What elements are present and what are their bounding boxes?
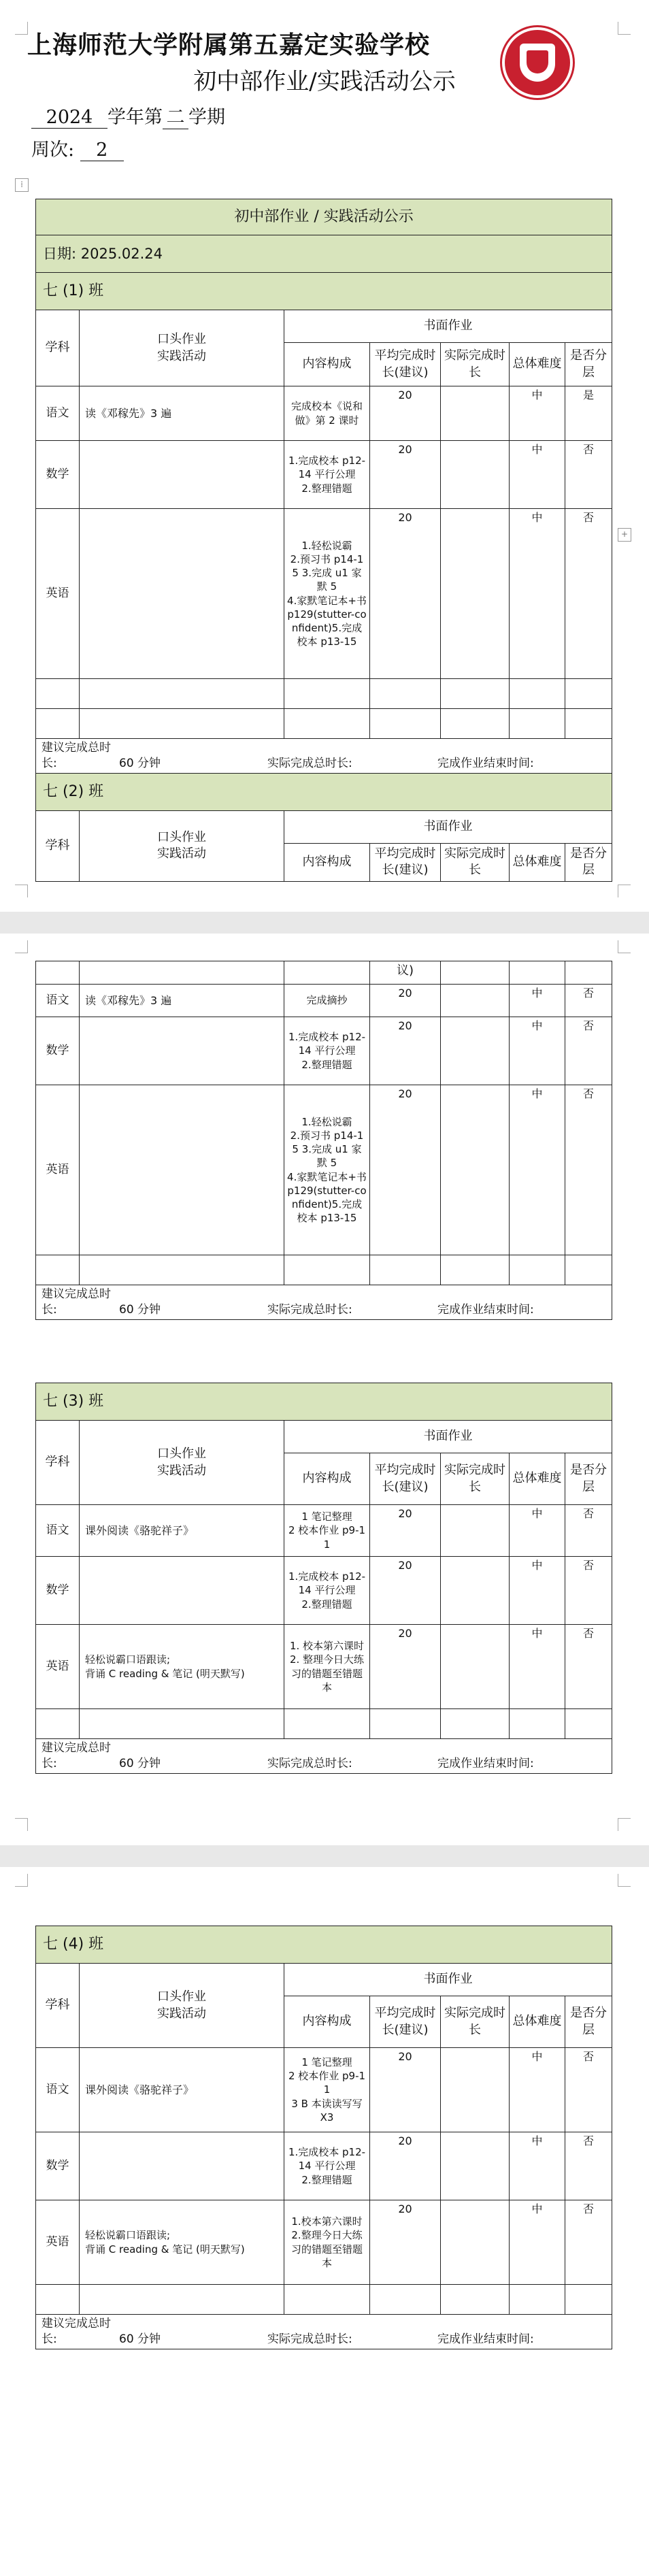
- page-corner-mark: [618, 940, 631, 953]
- header-written: 书面作业: [284, 310, 612, 343]
- document-title: 初中部作业/实践活动公示: [193, 68, 456, 95]
- avg-time-cell: 20: [370, 2048, 441, 2132]
- header-subject: 学科: [36, 310, 80, 386]
- layered-cell: 否: [565, 2048, 612, 2132]
- header-oral: 口头作业 实践活动: [80, 1964, 284, 2048]
- layered-cell: 否: [565, 1085, 612, 1255]
- difficulty-cell: 中: [510, 509, 565, 679]
- summary-suggested-label: 建议完成总时长:: [41, 1287, 111, 1317]
- layered-cell: 否: [565, 1505, 612, 1557]
- term-suffix: 学期: [188, 107, 225, 128]
- avg-time-cell: 20: [370, 985, 441, 1017]
- difficulty-cell: 中: [510, 1017, 565, 1085]
- header-written: 书面作业: [284, 1421, 612, 1453]
- header-actual-time: 实际完成时长: [441, 1996, 510, 2048]
- avg-time-cell: 20: [370, 1085, 441, 1255]
- table-row: [36, 441, 612, 509]
- summary-total-value: 60 分钟: [119, 1756, 161, 1770]
- header-avg-time: 平均完成时长(建议): [370, 1453, 441, 1505]
- oral-cell: [80, 509, 284, 679]
- document-page-3: [0, 1867, 649, 2576]
- difficulty-cell: 中: [510, 1085, 565, 1255]
- actual-time-cell: [441, 2200, 510, 2285]
- table-row: [36, 1017, 612, 1085]
- table-row: [36, 2132, 612, 2200]
- difficulty-cell: 中: [510, 2200, 565, 2285]
- oral-cell: 轻松说霸口语跟读; 背诵 C reading & 笔记 (明天默写): [80, 1625, 284, 1709]
- header-difficulty: 总体难度: [510, 843, 565, 881]
- difficulty-cell: 中: [510, 1625, 565, 1709]
- header-difficulty: 总体难度: [510, 343, 565, 386]
- difficulty-cell: 中: [510, 985, 565, 1017]
- table-title: 初中部作业 / 实践活动公示: [36, 199, 612, 235]
- header-layered: 是否分层: [565, 1453, 612, 1505]
- header-written: 书面作业: [284, 1964, 612, 1996]
- avg-time-cell: 20: [370, 2132, 441, 2200]
- homework-table-class-3: [35, 1383, 612, 1774]
- term-value: 二: [163, 102, 188, 129]
- avg-time-cell: 20: [370, 1625, 441, 1709]
- header-avg-time: 平均完成时长(建议): [370, 843, 441, 881]
- summary-end-label: 完成作业结束时间:: [437, 1302, 534, 1317]
- subject-cell: 英语: [36, 2200, 80, 2285]
- summary-total-value: 60 分钟: [119, 1302, 161, 1317]
- actual-time-cell: [441, 386, 510, 441]
- header-layered: 是否分层: [565, 843, 612, 881]
- content-cell: 1.轻松说霸 2.预习书 p14-15 3.完成 u1 家默 5 4.家默笔记本+书 p129(stutter-confident)5.完成校本 p13-15: [284, 509, 370, 679]
- homework-table-class-4: [35, 1926, 612, 2349]
- summary-total-value: 60 分钟: [119, 756, 161, 770]
- summary-row: [36, 2315, 612, 2349]
- layered-cell: 否: [565, 985, 612, 1017]
- difficulty-cell: 中: [510, 386, 565, 441]
- content-cell: 完成校本《说和做》第 2 课时: [284, 386, 370, 441]
- subject-cell: 数学: [36, 1017, 80, 1085]
- subject-cell: 英语: [36, 1085, 80, 1255]
- subject-cell: 数学: [36, 441, 80, 509]
- content-cell: 1.完成校本 p12-14 平行公理 2.整理错题: [284, 1017, 370, 1085]
- class-heading: 七 (2) 班: [36, 773, 612, 810]
- avg-time-cell: 20: [370, 2200, 441, 2285]
- actual-time-cell: [441, 1017, 510, 1085]
- table-row: [36, 985, 612, 1017]
- difficulty-cell: 中: [510, 2132, 565, 2200]
- actual-time-cell: [441, 1505, 510, 1557]
- header-content: 内容构成: [284, 1453, 370, 1505]
- content-cell: 1.完成校本 p12-14 平行公理 2.整理错题: [284, 441, 370, 509]
- header-difficulty: 总体难度: [510, 1453, 565, 1505]
- summary-row: [36, 1285, 612, 1320]
- content-cell: 1. 校本第六课时 2. 整理今日大练习的错题至错题本: [284, 1625, 370, 1709]
- layered-cell: 是: [565, 386, 612, 441]
- oral-cell: 轻松说霸口语跟读; 背诵 C reading & 笔记 (明天默写): [80, 2200, 284, 2285]
- week-value: 2: [80, 139, 124, 161]
- header-content: 内容构成: [284, 343, 370, 386]
- page-corner-mark: [15, 1818, 28, 1831]
- subject-cell: 语文: [36, 386, 80, 441]
- layered-cell: 否: [565, 441, 612, 509]
- header-layered: 是否分层: [565, 343, 612, 386]
- header-avg-time: 平均完成时长(建议): [370, 343, 441, 386]
- actual-time-cell: [441, 509, 510, 679]
- table-row: [36, 1505, 612, 1557]
- oral-cell: 读《邓稼先》3 遍: [80, 386, 284, 441]
- summary-suggested-label: 建议完成总时长:: [41, 741, 111, 770]
- subject-cell: 语文: [36, 985, 80, 1017]
- content-cell: 1.完成校本 p12-14 平行公理 2.整理错题: [284, 2132, 370, 2200]
- summary-actual-label: 实际完成总时长:: [267, 2332, 352, 2346]
- table-row: [36, 1625, 612, 1709]
- page-corner-mark: [618, 22, 631, 35]
- actual-time-cell: [441, 441, 510, 509]
- header-oral: 口头作业 实践活动: [80, 1421, 284, 1505]
- summary-suggested-label: 建议完成总时长:: [41, 2317, 111, 2346]
- subject-cell: 语文: [36, 2048, 80, 2132]
- difficulty-cell: 中: [510, 2048, 565, 2132]
- header-subject: 学科: [36, 1421, 80, 1505]
- content-cell: 1.轻松说霸 2.预习书 p14-15 3.完成 u1 家默 5 4.家默笔记本+书 p129(stutter-confident)5.完成校本 p13-15: [284, 1085, 370, 1255]
- page-corner-mark: [618, 1874, 631, 1887]
- header-actual-time: 实际完成时长: [441, 1453, 510, 1505]
- document-page-1: [0, 0, 649, 912]
- avg-time-cell: 20: [370, 1017, 441, 1085]
- header-content: 内容构成: [284, 1996, 370, 2048]
- actual-time-cell: [441, 1085, 510, 1255]
- summary-end-label: 完成作业结束时间:: [437, 756, 534, 770]
- layered-cell: 否: [565, 1017, 612, 1085]
- header-avg-time-continued: 议): [370, 961, 441, 985]
- content-cell: 1.完成校本 p12-14 平行公理 2.整理错题: [284, 1557, 370, 1625]
- school-year-line: [31, 102, 225, 129]
- header-layered: 是否分层: [565, 1996, 612, 2048]
- page-corner-mark: [15, 22, 28, 35]
- page-corner-mark: [15, 940, 28, 953]
- school-year-suffix: 学年第: [107, 107, 163, 128]
- content-cell: 1.校本第六课时 2.整理今日大练习的错题至错题本: [284, 2200, 370, 2285]
- summary-actual-label: 实际完成总时长:: [267, 756, 352, 770]
- actual-time-cell: [441, 1557, 510, 1625]
- table-row: [36, 509, 612, 679]
- summary-row: [36, 739, 612, 774]
- document-page-2: [0, 934, 649, 1845]
- subject-cell: 英语: [36, 509, 80, 679]
- oral-cell: 读《邓稼先》3 遍: [80, 985, 284, 1017]
- class-heading: 七 (3) 班: [36, 1383, 612, 1421]
- table-row: [36, 2048, 612, 2132]
- header-difficulty: 总体难度: [510, 1996, 565, 2048]
- empty-row: [36, 1709, 612, 1739]
- table-row: [36, 1085, 612, 1255]
- content-cell: 完成摘抄: [284, 985, 370, 1017]
- oral-cell: [80, 441, 284, 509]
- school-name-logo: 上海师范大学附属第五嘉定实验学校: [27, 31, 431, 59]
- header-actual-time: 实际完成时长: [441, 343, 510, 386]
- layered-cell: 否: [565, 2132, 612, 2200]
- page-corner-mark: [618, 1818, 631, 1831]
- header-actual-time: 实际完成时长: [441, 843, 510, 881]
- table-move-handle-icon[interactable]: ⁞: [15, 178, 29, 192]
- actual-time-cell: [441, 2048, 510, 2132]
- oral-cell: [80, 1085, 284, 1255]
- header-oral: 口头作业 实践活动: [80, 810, 284, 881]
- homework-table-continued: [35, 961, 612, 1320]
- table-row: [36, 1557, 612, 1625]
- empty-row: [36, 1255, 612, 1285]
- header-oral: 口头作业 实践活动: [80, 310, 284, 386]
- page-corner-mark: [15, 1874, 28, 1887]
- table-date: 日期: 2025.02.24: [36, 235, 612, 273]
- homework-table: [35, 199, 612, 882]
- summary-row: [36, 1739, 612, 1774]
- avg-time-cell: 20: [370, 441, 441, 509]
- content-cell: 1 笔记整理 2 校本作业 p9-11 3 B 本读读写写 X3: [284, 2048, 370, 2132]
- oral-cell: [80, 1557, 284, 1625]
- actual-time-cell: [441, 2132, 510, 2200]
- subject-cell: 英语: [36, 1625, 80, 1709]
- week-line: [31, 135, 124, 161]
- oral-cell: 课外阅读《骆驼祥子》: [80, 2048, 284, 2132]
- page-corner-mark: [618, 885, 631, 897]
- empty-row: [36, 679, 612, 709]
- class-heading: 七 (1) 班: [36, 273, 612, 310]
- header-subject: 学科: [36, 1964, 80, 2048]
- oral-cell: 课外阅读《骆驼祥子》: [80, 1505, 284, 1557]
- summary-total-value: 60 分钟: [119, 2332, 161, 2346]
- avg-time-cell: 20: [370, 386, 441, 441]
- avg-time-cell: 20: [370, 1557, 441, 1625]
- table-row: [36, 2200, 612, 2285]
- avg-time-cell: 20: [370, 509, 441, 679]
- header-written: 书面作业: [284, 810, 612, 843]
- layered-cell: 否: [565, 2200, 612, 2285]
- content-cell: 1 笔记整理 2 校本作业 p9-11: [284, 1505, 370, 1557]
- actual-time-cell: [441, 985, 510, 1017]
- summary-end-label: 完成作业结束时间:: [437, 1756, 534, 1770]
- subject-cell: 数学: [36, 1557, 80, 1625]
- page-corner-mark: [15, 885, 28, 897]
- layered-cell: 否: [565, 509, 612, 679]
- header-subject: 学科: [36, 810, 80, 881]
- layered-cell: 否: [565, 1557, 612, 1625]
- header-avg-time: 平均完成时长(建议): [370, 1996, 441, 2048]
- oral-cell: [80, 2132, 284, 2200]
- difficulty-cell: 中: [510, 1505, 565, 1557]
- difficulty-cell: 中: [510, 1557, 565, 1625]
- actual-time-cell: [441, 1625, 510, 1709]
- table-row: [36, 386, 612, 441]
- subject-cell: 数学: [36, 2132, 80, 2200]
- class-heading: 七 (4) 班: [36, 1926, 612, 1964]
- summary-actual-label: 实际完成总时长:: [267, 1302, 352, 1317]
- empty-row: [36, 2285, 612, 2315]
- summary-suggested-label: 建议完成总时长:: [41, 1741, 111, 1770]
- week-label: 周次:: [31, 139, 75, 161]
- add-column-icon[interactable]: +: [618, 528, 631, 542]
- difficulty-cell: 中: [510, 441, 565, 509]
- summary-actual-label: 实际完成总时长:: [267, 1756, 352, 1770]
- layered-cell: 否: [565, 1625, 612, 1709]
- oral-cell: [80, 1017, 284, 1085]
- school-year-value: 2024: [31, 107, 107, 129]
- avg-time-cell: 20: [370, 1505, 441, 1557]
- summary-end-label: 完成作业结束时间:: [437, 2332, 534, 2346]
- subject-cell: 语文: [36, 1505, 80, 1557]
- header-content: 内容构成: [284, 843, 370, 881]
- empty-row: [36, 709, 612, 739]
